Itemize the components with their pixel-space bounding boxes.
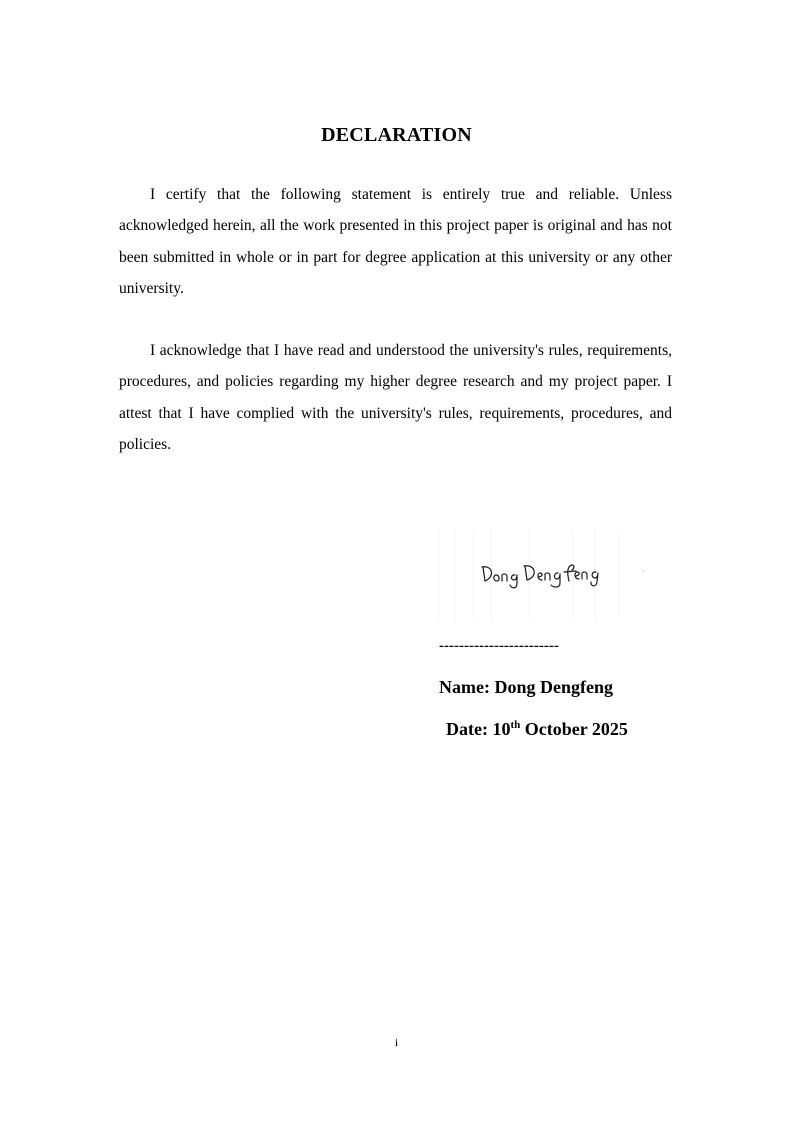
signature-line: ------------------------ — [439, 638, 559, 654]
date-rest: October 2025 — [524, 719, 628, 739]
date-day: 10 — [492, 719, 511, 739]
handwritten-signature — [433, 525, 655, 625]
signatory-name — [439, 677, 613, 698]
declaration-paragraph-acknowledge: I acknowledge that I have read and understood the university's rules, requirements, procedures, and policies regarding my higher degree research and my project paper. I attest that I have complied with the university's rules, requirements, procedures, and policies. — [119, 342, 672, 453]
date-suffix: th — [510, 719, 521, 731]
signature-date — [446, 719, 628, 740]
name-label: Name: — [439, 677, 490, 697]
page-title: DECLARATION — [321, 124, 472, 146]
date-label: Date: — [446, 719, 488, 739]
declaration-paragraph-certify: I certify that the following statement is entirely true and reliable. Unless acknowledged herein, all the work presented in this project paper is original and has not been submitted in whole or in part for degree application at this university or any other university. — [119, 186, 672, 297]
page-number: i — [394, 1035, 399, 1049]
name-value: Dong Dengfeng — [494, 677, 613, 697]
signature-image — [433, 525, 655, 625]
